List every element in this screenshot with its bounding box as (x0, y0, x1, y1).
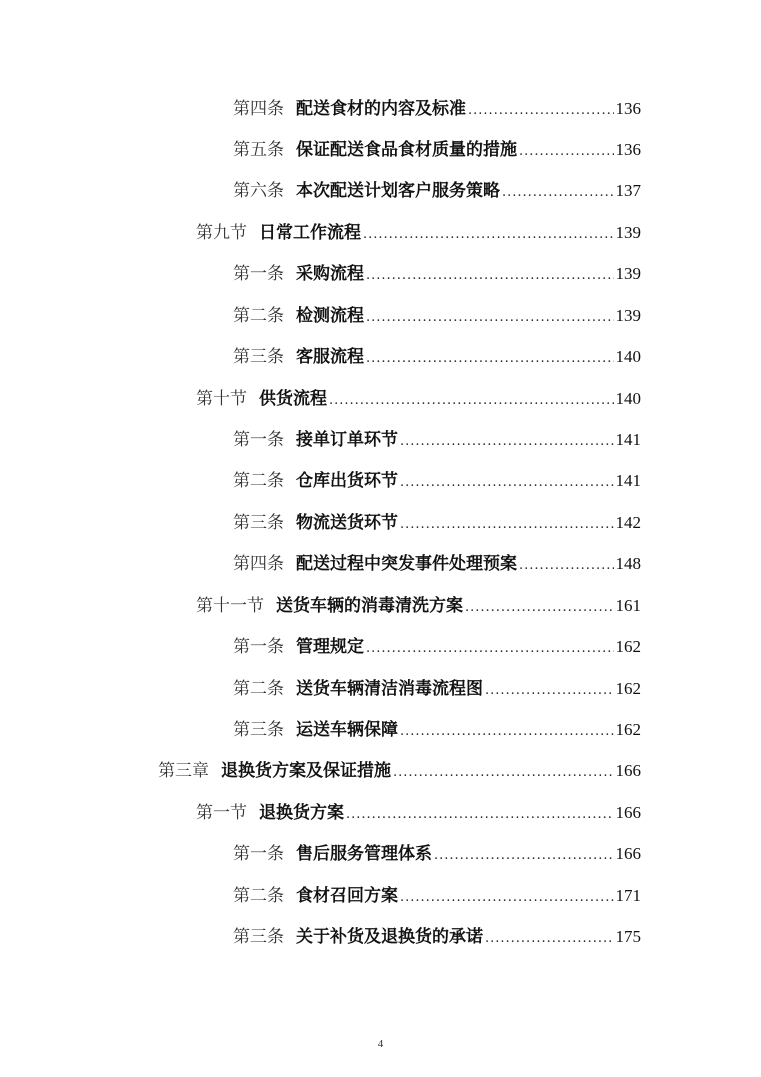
toc-entry-page: 136 (615, 99, 641, 118)
dot-leader (400, 468, 614, 498)
toc-entry[interactable] (196, 591, 641, 621)
toc-entry-number: 第一条 (233, 264, 284, 284)
toc-entry-number: 第一条 (233, 430, 284, 450)
dot-leader (465, 593, 614, 623)
toc-entry-number: 第十节 (196, 389, 247, 409)
toc-entry-number: 第三条 (233, 927, 284, 947)
dot-leader (400, 717, 614, 747)
toc-entry-title: 本次配送计划客户服务策略 (296, 181, 500, 201)
toc-entry-page: 140 (615, 347, 641, 366)
toc-entry-number: 第三条 (233, 720, 284, 740)
toc-entry[interactable] (233, 425, 641, 455)
toc-entry-title: 保证配送食品食材质量的措施 (296, 140, 517, 160)
toc-entry[interactable] (233, 881, 641, 911)
toc-entry-number: 第六条 (233, 181, 284, 201)
toc-entry-page: 139 (615, 264, 641, 283)
toc-entry[interactable] (196, 798, 641, 828)
dot-leader (485, 676, 614, 706)
toc-entry-page: 141 (615, 471, 641, 490)
toc-entry-title: 配送食材的内容及标准 (296, 99, 466, 119)
toc-entry-page: 142 (615, 513, 641, 532)
footer-page-number: 4 (377, 1038, 384, 1050)
toc-entry-title: 关于补货及退换货的承诺 (296, 927, 483, 947)
toc-entry[interactable] (233, 259, 641, 289)
toc-entry[interactable] (233, 176, 641, 206)
toc-entry[interactable] (233, 922, 641, 952)
dot-leader (434, 841, 614, 871)
toc-entry-number: 第二条 (233, 886, 284, 906)
toc-entry-title: 仓库出货环节 (296, 471, 398, 491)
toc-entry[interactable] (196, 218, 641, 248)
toc-entry[interactable] (233, 508, 641, 538)
toc-entry-title: 供货流程 (259, 389, 327, 409)
toc-entry[interactable] (233, 94, 641, 124)
dot-leader (366, 303, 614, 333)
toc-entry-page: 166 (615, 761, 641, 780)
dot-leader (502, 178, 614, 208)
toc-entry[interactable] (233, 342, 641, 372)
dot-leader (366, 634, 614, 664)
toc-entry-number: 第二条 (233, 306, 284, 326)
toc-entry-number: 第二条 (233, 471, 284, 491)
toc-entry-title: 日常工作流程 (259, 223, 361, 243)
toc-entry-page: 139 (615, 306, 641, 325)
dot-leader (366, 261, 614, 291)
toc-entry-page: 162 (615, 679, 641, 698)
toc-entry-number: 第十一节 (196, 596, 264, 616)
dot-leader (366, 344, 614, 374)
toc-entry-number: 第三条 (233, 347, 284, 367)
toc-entry-number: 第五条 (233, 140, 284, 160)
dot-leader (519, 551, 614, 581)
dot-leader (485, 924, 614, 954)
toc-entry-title: 送货车辆的消毒清洗方案 (276, 596, 463, 616)
toc-entry[interactable] (158, 756, 641, 786)
toc-entry-title: 客服流程 (296, 347, 364, 367)
toc-entry[interactable] (233, 632, 641, 662)
toc-entry-number: 第九节 (196, 223, 247, 243)
toc-entry-number: 第一条 (233, 844, 284, 864)
dot-leader (329, 386, 614, 416)
toc-entry-title: 食材召回方案 (296, 886, 398, 906)
toc-entry-page: 162 (615, 720, 641, 739)
toc-entry-page: 141 (615, 430, 641, 449)
toc-entry[interactable] (196, 384, 641, 414)
toc-entry-title: 退换货方案 (259, 803, 344, 823)
toc-entry[interactable] (233, 715, 641, 745)
toc-entry-title: 送货车辆清洁消毒流程图 (296, 679, 483, 699)
toc-entry-page: 137 (615, 181, 641, 200)
toc-entry-number: 第二条 (233, 679, 284, 699)
toc-entry[interactable] (233, 674, 641, 704)
toc-entry[interactable] (233, 839, 641, 869)
dot-leader (519, 137, 614, 167)
toc-entry[interactable] (233, 135, 641, 165)
dot-leader (346, 800, 614, 830)
dot-leader (468, 96, 614, 126)
toc-entry-title: 采购流程 (296, 264, 364, 284)
toc-entry[interactable] (233, 549, 641, 579)
toc-entry-page: 148 (615, 554, 641, 573)
toc-entry-title: 退换货方案及保证措施 (221, 761, 391, 781)
dot-leader (393, 758, 614, 788)
toc-entry-page: 139 (615, 223, 641, 242)
toc-entry-page: 175 (615, 927, 641, 946)
toc-entry-page: 166 (615, 844, 641, 863)
toc-entry-number: 第一条 (233, 637, 284, 657)
toc-entry-page: 166 (615, 803, 641, 822)
toc-entry[interactable] (233, 466, 641, 496)
toc-entry-title: 配送过程中突发事件处理预案 (296, 554, 517, 574)
toc-entry[interactable] (233, 301, 641, 331)
dot-leader (400, 427, 614, 457)
toc-entry-title: 接单订单环节 (296, 430, 398, 450)
toc-entry-title: 售后服务管理体系 (296, 844, 432, 864)
toc-entry-title: 物流送货环节 (296, 513, 398, 533)
dot-leader (400, 883, 614, 913)
toc-entry-number: 第三条 (233, 513, 284, 533)
dot-leader (400, 510, 614, 540)
toc-entry-number: 第一节 (196, 803, 247, 823)
dot-leader (363, 220, 614, 250)
toc-entry-title: 运送车辆保障 (296, 720, 398, 740)
toc-entry-page: 162 (615, 637, 641, 656)
toc-entry-number: 第四条 (233, 554, 284, 574)
toc-entry-title: 检测流程 (296, 306, 364, 326)
toc-entry-page: 136 (615, 140, 641, 159)
toc-entry-number: 第四条 (233, 99, 284, 119)
toc-entry-page: 171 (615, 886, 641, 905)
toc-entry-page: 161 (615, 596, 641, 615)
toc-entry-page: 140 (615, 389, 641, 408)
toc-entry-number: 第三章 (158, 761, 209, 781)
toc-entry-title: 管理规定 (296, 637, 364, 657)
